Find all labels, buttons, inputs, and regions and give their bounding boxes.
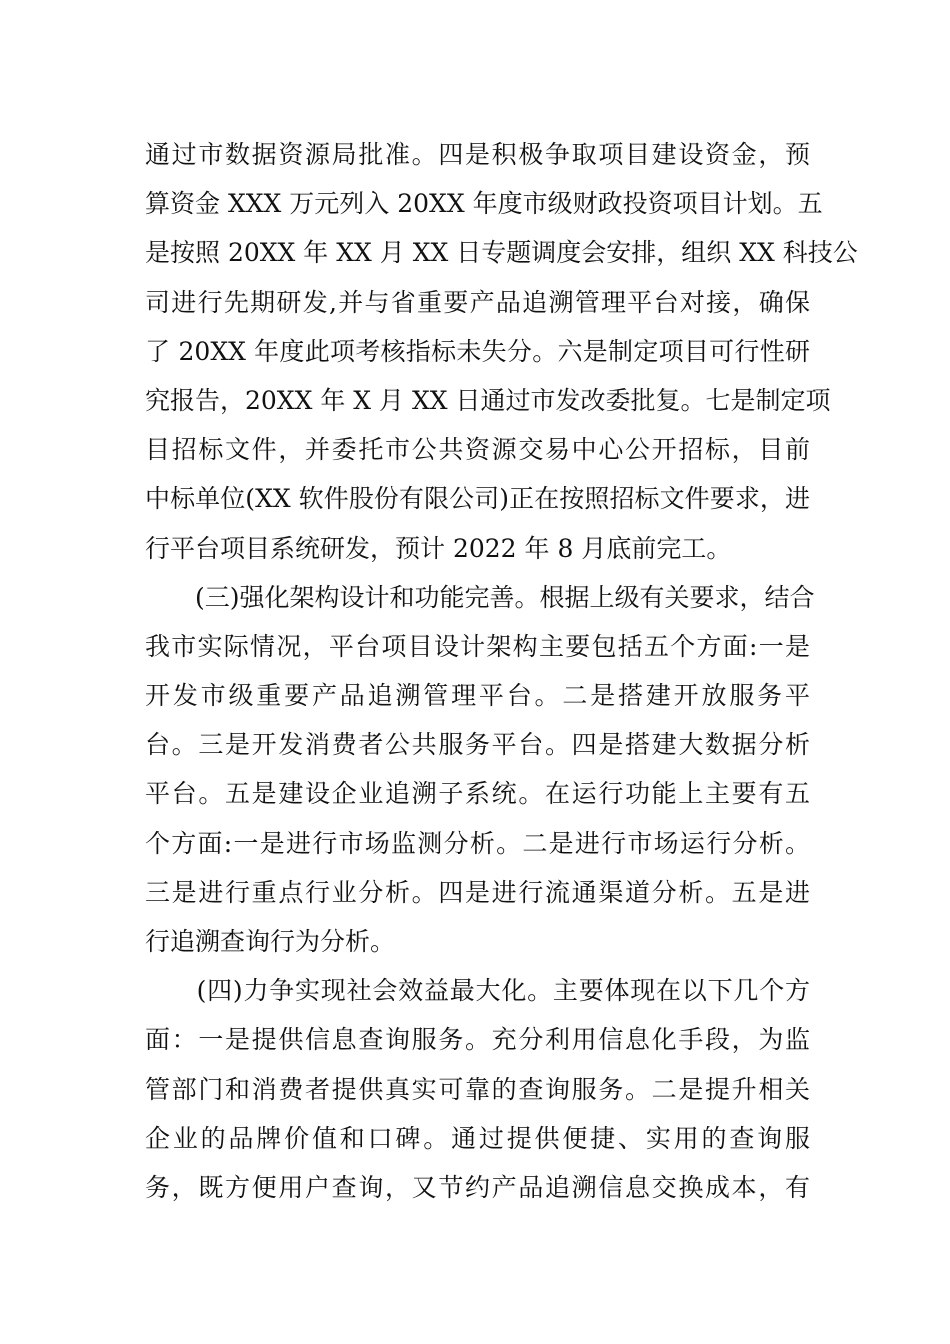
text-line: 究报告，20XX 年 X 月 XX 日通过市发改委批复。七是制定项 [145, 385, 831, 415]
body-text [145, 130, 858, 1212]
text-line: 是按照 20XX 年 XX 月 XX 日专题调度会安排，组织 XX 科技公 [145, 238, 858, 268]
text-line: 台。三是开发消费者公共服务平台。四是搭建大数据分析 [145, 730, 810, 760]
text-line: 三是进行重点行业分析。四是进行流通渠道分析。五是进 [145, 877, 810, 907]
text-line: 个方面:一是进行市场监测分析。二是进行市场运行分析。 [145, 828, 810, 858]
text-line: 行追溯查询行为分析。 [145, 927, 396, 956]
text-line: 司进行先期研发,并与省重要产品追溯管理平台对接，确保 [145, 287, 810, 317]
text-line: 平台。五是建设企业追溯子系统。在运行功能上主要有五 [145, 779, 810, 809]
text-line: 企业的品牌价值和口碑。通过提供便捷、实用的查询服 [145, 1123, 810, 1153]
text-line: 我市实际情况，平台项目设计架构主要包括五个方面:一是 [145, 631, 810, 661]
text-line: 开发市级重要产品追溯管理平台。二是搭建开放服务平 [145, 681, 810, 711]
text-line: (四)力争实现社会效益最大化。主要体现在以下几个方 [145, 976, 810, 1006]
text-line: 中标单位(XX 软件股份有限公司)正在按照招标文件要求，进 [145, 484, 810, 514]
text-line: 了 20XX 年度此项考核指标未失分。六是制定项目可行性研 [145, 336, 810, 366]
text-line: (三)强化架构设计和功能完善。根据上级有关要求，结合 [145, 582, 815, 612]
text-line: 面：一是提供信息查询服务。充分利用信息化手段，为监 [145, 1025, 810, 1055]
text-line: 通过市数据资源局批准。四是积极争取项目建设资金，预 [145, 140, 810, 169]
text-line: 目招标文件，并委托市公共资源交易中心公开招标，目前 [145, 435, 810, 465]
text-line: 管部门和消费者提供真实可靠的查询服务。二是提升相关 [145, 1074, 810, 1104]
text-line: 算资金 XXX 万元列入 20XX 年度市级财政投资项目计划。五 [145, 189, 823, 219]
text-line: 务，既方便用户查询，又节约产品追溯信息交换成本，有 [145, 1172, 810, 1202]
text-line: 行平台项目系统研发，预计 2022 年 8 月底前完工。 [145, 533, 732, 563]
